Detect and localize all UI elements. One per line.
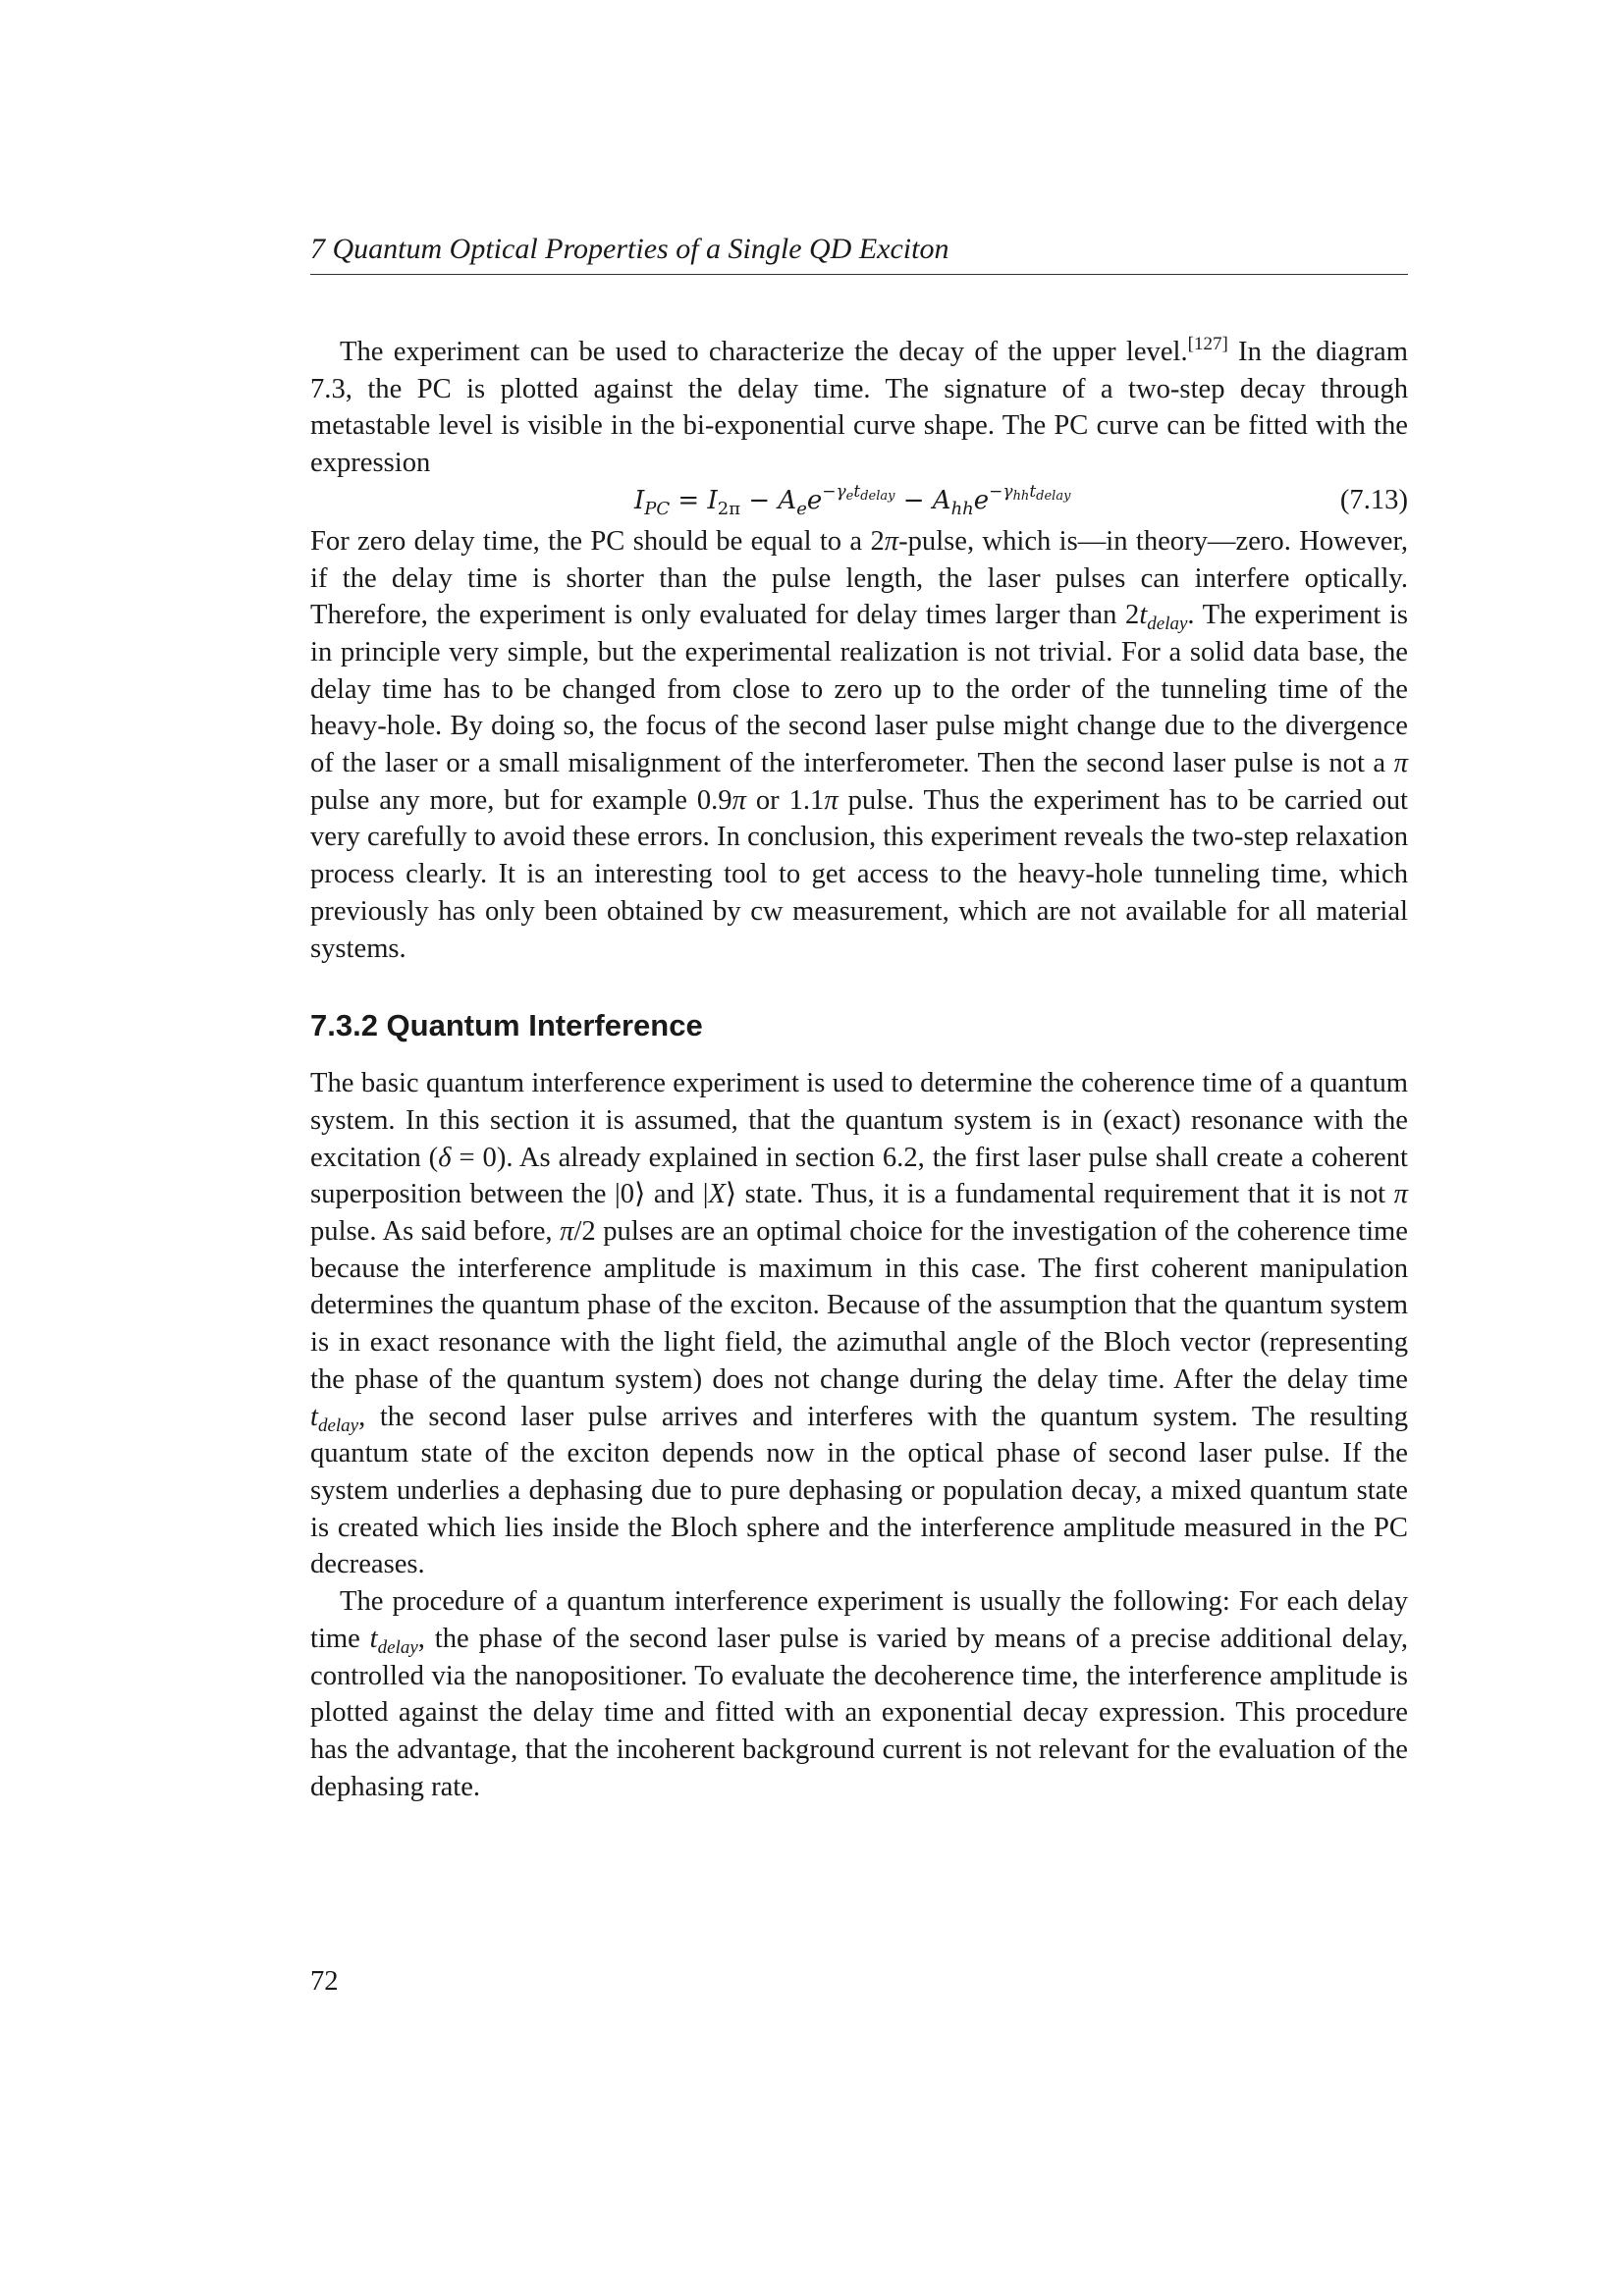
text: The experiment can be used to characterize the decay of the upper level. (340, 337, 1188, 367)
eq-subscript: hh (950, 498, 974, 519)
equation-7-13 (310, 482, 1408, 521)
math-symbol: π (884, 525, 899, 557)
text: The procedure of a quantum interference experiment is usually the following: For each delay time (310, 1586, 1408, 1654)
text: pulse. Thus the experiment has to be carried out very carefully to avoid these errors. In conclusion, this experiment reveals the two-step relaxation process clearly. It is an interesting tool to get access to the heavy-hole tunneling time, which previously has only been obtained by cw measurement, which are not available for all material systems. (310, 784, 1408, 964)
eq-operator: − (894, 485, 933, 515)
eq-exp-part: −γ (822, 481, 846, 502)
math-symbol: X (708, 1179, 726, 1210)
eq-exp-part: −γ (989, 481, 1013, 502)
text: In the diagram 7.3, the PC is plotted against the delay time. The signature of a two-step decay through metastable level is visible in the bi-exponential curve shape. The PC curve can be fitted with the expression (310, 337, 1408, 479)
page-number: 72 (310, 1966, 339, 1997)
header-rule (310, 274, 1408, 275)
math-symbol: t (369, 1623, 378, 1654)
math-symbol: π (1393, 1179, 1408, 1210)
eq-exp-part: t (1029, 481, 1037, 502)
spacer (310, 967, 1408, 1006)
text: pulse. As said before, (310, 1216, 561, 1248)
text: -pulse, which is—in theory—zero. However, if the delay time is shorter than the pulse length, the laser pulses can interfere optically. Therefore, the experiment is only evaluated for delay times larger than 2 (310, 525, 1409, 631)
eq-exp-sub: delay (860, 488, 895, 504)
text: The basic quantum interference experiment is used to determine the coherence time of a quantum system. In this section it is assumed, that the quantum system is in (exact) resonance with the excitation ( (310, 1068, 1408, 1173)
math-symbol: π (824, 784, 839, 816)
paragraph-4 (310, 1583, 1408, 1805)
eq-symbol: e (806, 485, 823, 515)
text: , the second laser pulse arrives and interferes with the quantum system. The resulting quantum state of the exciton depends now in the optical phase of second laser pulse. If the system underlies a dephasing due to pure dephasing or population decay, a mixed quantum state is created which lies inside the Bloch sphere and the interference amplitude measured in the PC decreases. (310, 1401, 1408, 1580)
text: pulse any more, but for example 0.9 (310, 784, 732, 816)
math-symbol: t (1139, 600, 1148, 631)
body-text (310, 334, 1408, 1805)
math-symbol: π (731, 784, 746, 816)
text: or 1.1 (745, 784, 825, 816)
text: For zero delay time, the PC should be equal to a 2 (310, 525, 885, 557)
eq-symbol: I (634, 485, 645, 515)
running-head: 7 Quantum Optical Properties of a Single QD Exciton (310, 233, 949, 265)
eq-symbol: e (973, 485, 990, 515)
equation-number: (7.13) (1339, 484, 1408, 515)
paragraph-2 (310, 523, 1408, 967)
spacer (310, 1045, 1408, 1065)
eq-exp-part: t (853, 481, 861, 502)
eq-symbol: A (932, 485, 951, 515)
eq-symbol: A (778, 485, 797, 515)
text: = 0). As already explained in section 6.2, the first laser pulse shall create a coherent superposition between the |0⟩ and | (310, 1142, 1408, 1210)
math-subscript: delay (1147, 614, 1188, 635)
eq-subscript: 2π (717, 498, 741, 519)
text: /2 pulses are an optimal choice for the investigation of the coherence time because the interference amplitude is maximum in this case. The first coherent manipulation determines the quantum phase of the exciton. Because of the assumption that the quantum system is in exact resonance with the light field, the azimuthal angle of the Bloch vector (representing the phase of the quantum system) does not change during the delay time. After the delay time (310, 1216, 1408, 1395)
text: ⟩ state. Thus, it is a fundamental requirement that it is not (725, 1179, 1394, 1210)
citation-ref[interactable]: [127] (1187, 334, 1228, 354)
math-symbol: π (1393, 748, 1408, 779)
text: . The experiment is in principle very simple, but the experimental realization is not trivial. For a solid data base, the delay time has to be changed from close to zero up to the order of the tunneling time of the heavy-hole. By doing so, the focus of the second laser pulse might change due to the divergence of the laser or a small misalignment of the interferometer. Then the second laser pulse is not a (310, 600, 1408, 779)
equation-body (634, 482, 1070, 519)
eq-exp-sub: e (845, 488, 854, 504)
math-symbol: δ (438, 1142, 452, 1173)
section-heading: 7.3.2 Quantum Interference (310, 1008, 703, 1043)
math-subscript: delay (317, 1415, 359, 1436)
eq-exp-sub: hh (1012, 488, 1030, 504)
eq-exponent (989, 482, 1070, 502)
paragraph-1 (310, 334, 1408, 482)
eq-subscript: e (796, 498, 807, 519)
eq-exponent (822, 482, 894, 502)
text: , the phase of the second laser pulse is varied by means of a precise additional delay, controlled via the nanopositioner. To evaluate the decoherence time, the interference amplitude is plotted against the delay time and fitted with an exponential decay expression. This procedure has the advantage, that the incoherent background current is not relevant for the evaluation of the dephasing rate. (310, 1623, 1408, 1802)
eq-symbol: I (707, 485, 718, 515)
math-symbol: t (310, 1401, 318, 1432)
eq-exp-sub: delay (1036, 488, 1071, 504)
eq-operator: − (740, 485, 779, 515)
paragraph-3 (310, 1065, 1408, 1583)
eq-operator: = (670, 485, 708, 515)
math-symbol: π (560, 1216, 574, 1248)
eq-subscript: PC (644, 498, 671, 519)
math-subscript: delay (377, 1636, 418, 1658)
